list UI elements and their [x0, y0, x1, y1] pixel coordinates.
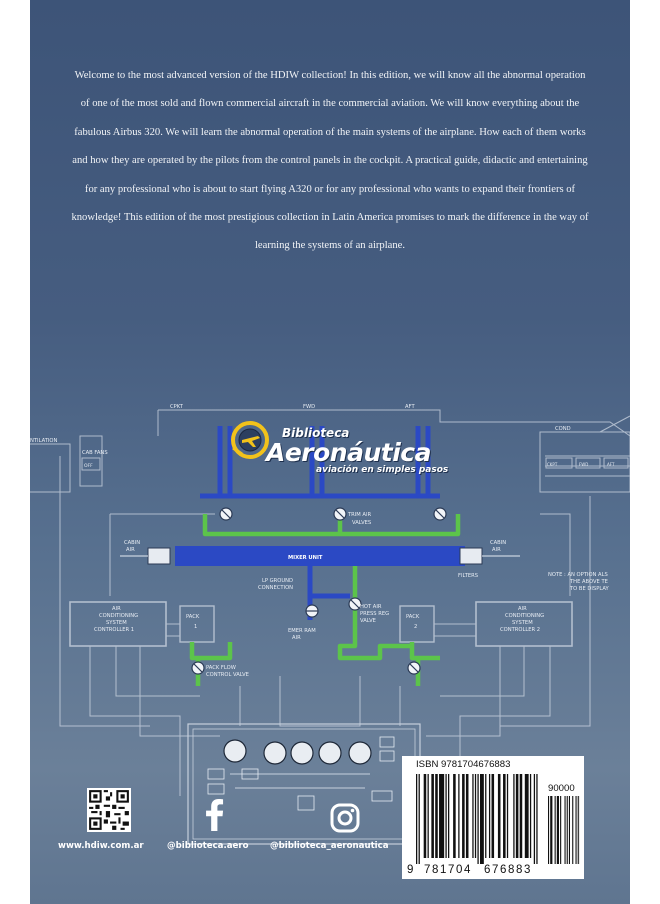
controller2-2: CONDITIONING [505, 613, 545, 619]
website-link[interactable]: www.hdiw.com.ar [58, 841, 144, 851]
barcode-bar [567, 796, 568, 864]
barcode-bar [507, 774, 508, 858]
barcode-bar [485, 774, 486, 858]
ventilation-label: NTILATION [30, 438, 58, 444]
note-2: THE ABOVE TE [570, 579, 608, 585]
barcode-bar [548, 796, 549, 864]
barcode-bar [530, 774, 531, 858]
barcode-bar [492, 774, 495, 858]
barcode-bar [453, 774, 456, 858]
controller1-4: CONTROLLER 1 [94, 627, 135, 633]
cond-label: COND [555, 426, 571, 432]
barcode-bar [428, 774, 429, 858]
pack2-1: PACK [406, 614, 420, 620]
barcode-bar [466, 774, 469, 858]
barcode-bar [534, 774, 535, 864]
controller1-3: SYSTEM [106, 620, 127, 626]
facebook-icon [200, 797, 228, 831]
controller2-4: CONTROLLER 2 [500, 627, 541, 633]
barcode-bar [516, 774, 519, 858]
aft-label: AFT [607, 462, 615, 467]
pack1-2: 1 [194, 624, 198, 630]
cab-fans-box [80, 436, 102, 486]
barcode-bar [419, 774, 420, 864]
isbn-first-digit: 9 [407, 864, 414, 876]
cabin-air-right-1: CABIN [490, 540, 507, 546]
barcode-bar [576, 796, 577, 864]
isbn-barcode [402, 756, 584, 879]
note-1: NOTE : AN OPTION ALS [548, 572, 608, 578]
logo-tagline: aviación en simples pasos [316, 465, 449, 475]
controller1-2: CONDITIONING [99, 613, 139, 619]
isbn-digit-group-2: 676883 [484, 864, 532, 876]
isbn-label: ISBN 9781704676883 [416, 759, 511, 770]
instagram-icon [330, 803, 360, 833]
lp-ground-2: CONNECTION [258, 585, 294, 591]
barcode-bar [536, 774, 537, 864]
barcode-bar [472, 774, 473, 858]
barcode-bar [480, 774, 484, 864]
ckpt-label: CKPT [547, 462, 558, 467]
zone-label-cpkt: CPKT [170, 404, 183, 410]
cabin-air-left-1: CABIN [124, 540, 141, 546]
barcode-bar [560, 796, 561, 864]
hot-air-1: HOT AIR [360, 604, 382, 610]
barcode-bars [416, 774, 542, 864]
barcode-bar [550, 796, 552, 864]
pack1-1: PACK [186, 614, 200, 620]
lp-ground-1: LP GROUND [262, 578, 294, 584]
controller2-3: SYSTEM [512, 620, 533, 626]
isbn-digit-group-1: 781704 [424, 864, 472, 876]
barcode-bar [489, 774, 490, 858]
barcode-bar [462, 774, 465, 858]
barcode-bar [445, 774, 446, 858]
barcode-bar [565, 796, 566, 864]
barcode-bar [513, 774, 514, 858]
back-cover-blurb: Welcome to the most advanced version of the HDIW collection! In this edition, we will know all the abnormal operation of one of the most sold and flown commercial aircraft in the commercial aviation. We will know everything about the fabulous Airbus 320. We will learn the abnormal operation of the main systems of the airplane. How each of them works and how they are operated by the pilots from the control panels in the cockpit. A practical guide, didactic and entertaining for any professional who is about to start flying A320 or for any professional who wants to expand their frontiers of knowledge! This edition of the most prestigious collection in Latin America promises to mark the difference in the way of learning the systems of an airplane. [71, 70, 589, 252]
zone-label-aft: AFT [405, 404, 415, 410]
barcode-bar [439, 774, 444, 858]
barcode-bar [520, 774, 523, 858]
facebook-handle[interactable]: @biblioteca.aero [167, 841, 249, 851]
zone-label-fwd: FWD [303, 404, 316, 410]
filters-label: FILTERS [458, 573, 479, 579]
fwd-label: FWD [579, 462, 589, 467]
instagram-handle[interactable]: @biblioteca_aeronautica [270, 841, 389, 851]
controller1-1: AIR [112, 606, 121, 612]
barcode-bar [458, 774, 459, 858]
emer-ram-1: EMER RAM [288, 628, 316, 634]
barcode-bar [525, 774, 529, 858]
barcode-bar [416, 774, 417, 864]
barcode-bar [477, 774, 478, 864]
filter-right [460, 548, 482, 564]
barcode-bar [431, 774, 434, 858]
emer-ram-2: AIR [292, 635, 301, 641]
barcode-bar [498, 774, 501, 858]
cab-fans-label: CAB FANS [82, 450, 108, 456]
cabin-air-right-2: AIR [492, 547, 501, 553]
trim-air-label-2: VALVES [352, 520, 372, 526]
pack-flow-1: PACK FLOW [206, 665, 236, 671]
barcode-bar [578, 796, 579, 864]
pack-flow-2: CONTROL VALVE [206, 672, 249, 678]
cab-fans-state: OFF [84, 464, 93, 469]
logo-line2: Aeronáutica [266, 438, 431, 467]
barcode-bar [557, 796, 559, 864]
qr-code-icon [87, 788, 131, 832]
controller2-1: AIR [518, 606, 527, 612]
biblioteca-aeronautica-logo [230, 416, 460, 480]
barcode-bar [448, 774, 449, 858]
barcode-bar [503, 774, 506, 858]
pack2-2: 2 [414, 624, 418, 630]
price-code: 90000 [548, 783, 575, 794]
barcode-bar [569, 796, 570, 864]
filter-left [148, 548, 170, 564]
barcode-bar [475, 774, 476, 858]
note-3: TO BE DISPLAY [570, 586, 609, 592]
hot-air-2: PRESS REG [360, 611, 390, 617]
mixer-unit-label: MIXER UNIT [288, 555, 323, 561]
hot-air-3: VALVE [360, 618, 376, 624]
addon-barcode-bars [548, 796, 580, 864]
barcode-bar [435, 774, 438, 858]
barcode-bar [555, 796, 556, 864]
barcode-bar [424, 774, 427, 858]
logo-line1: Biblioteca [282, 426, 350, 440]
cabin-air-left-2: AIR [126, 547, 135, 553]
barcode-bar [572, 796, 573, 864]
trim-air-label-1: TRIM AIR [348, 512, 372, 518]
